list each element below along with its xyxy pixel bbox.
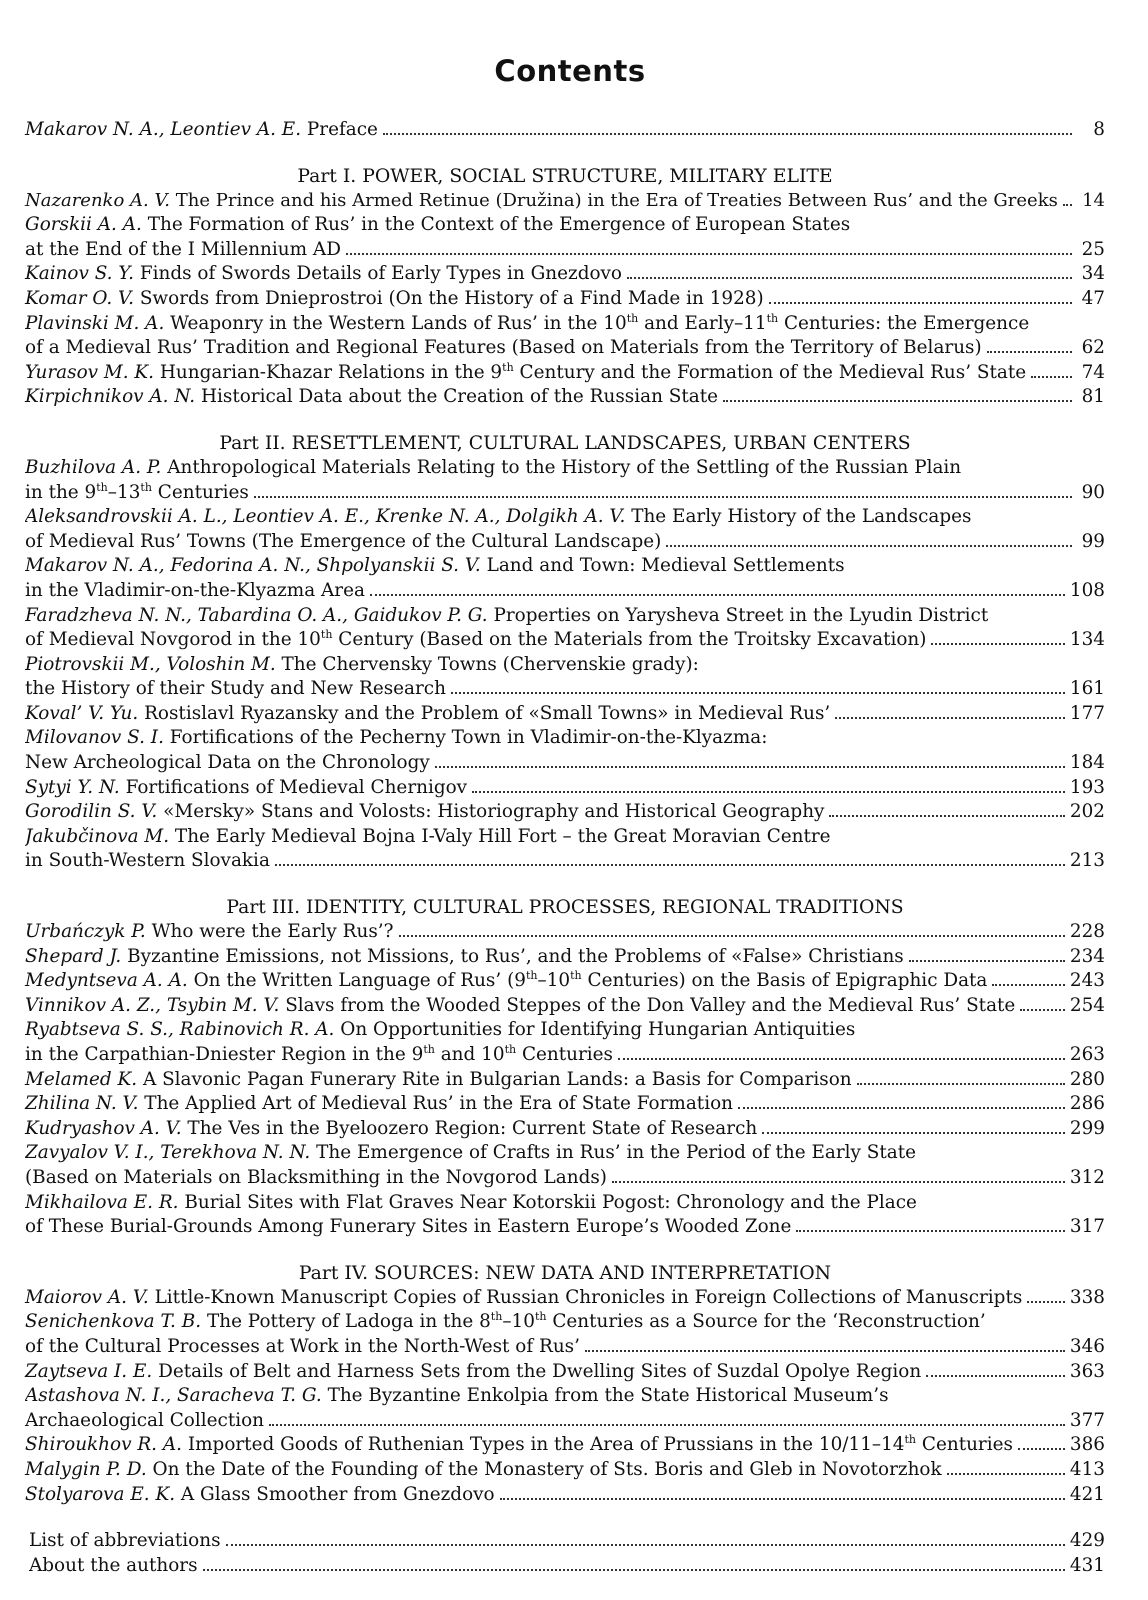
entry-authors: Astashova N. I., Saracheva T. G. xyxy=(25,1385,322,1407)
entry-text xyxy=(25,555,845,576)
entry-title: Preface xyxy=(301,119,378,140)
toc-entry[interactable] xyxy=(25,1286,1105,1311)
toc-entry[interactable] xyxy=(25,920,1105,945)
dot-leader xyxy=(612,1177,1065,1183)
toc-entry[interactable] xyxy=(25,1117,1105,1142)
entry-authors: Mikhailova E. R. xyxy=(25,1191,179,1213)
entry-text xyxy=(25,1311,986,1332)
entry-text xyxy=(25,506,971,527)
page-title: Contents xyxy=(494,54,646,88)
page-number: 202 xyxy=(1069,801,1105,823)
entry-text xyxy=(25,1142,916,1163)
dot-leader xyxy=(829,811,1064,817)
toc-entry[interactable] xyxy=(25,776,1105,801)
entry-title: Imported Goods of Ruthenian Types in the Area of Prussians in the 10/11–14th Centuries xyxy=(182,1433,1013,1456)
page-number: 413 xyxy=(1069,1458,1105,1480)
entry-title: (Based on Materials on Blacksmithing in the Novgorod Lands) xyxy=(25,1166,607,1188)
dot-leader xyxy=(203,1565,1065,1571)
entry-title: Finds of Swords Details of Early Types in Gnezdovo xyxy=(134,263,623,285)
entry-text xyxy=(25,654,699,675)
entry-text xyxy=(25,727,767,748)
dot-leader xyxy=(618,1054,1065,1060)
entry-text xyxy=(25,826,831,847)
entry-authors: Ryabtseva S. S., Rabinovich R. A. xyxy=(25,1019,335,1041)
entry-title: The Ves in the Byeloozero Region: Current State of Research xyxy=(181,1117,758,1139)
toc-entry[interactable] xyxy=(25,312,1105,361)
dot-leader xyxy=(738,1103,1065,1109)
entry-authors: Jakubčinova M. xyxy=(25,825,170,847)
entry-title: of the Cultural Processes at Work in the North-West of Rus’ xyxy=(25,1335,580,1357)
entry-title: Little-Known Manuscript Copies of Russian Chronicles in Foreign Collections of Manuscripts xyxy=(148,1286,1023,1308)
page-number: 34 xyxy=(1081,263,1105,285)
entry-text xyxy=(25,579,365,604)
entry-authors: Senichenkova T. B. xyxy=(25,1311,202,1333)
entry-text xyxy=(25,800,824,825)
toc-entry[interactable] xyxy=(25,1092,1105,1117)
entry-title: at the End of the I Millennium AD xyxy=(25,238,341,260)
entry-title: The Byzantine Enkolpia from the State Historical Museum’s xyxy=(321,1385,889,1407)
dot-leader xyxy=(762,1128,1065,1134)
page-number: 161 xyxy=(1069,678,1105,700)
entry-authors: Maiorov A. V. xyxy=(25,1286,149,1308)
entry-title: Burial Sites with Flat Graves Near Kotorskii Pogost: Chronology and the Place xyxy=(178,1191,917,1213)
entry-title: The Chervensky Towns (Chervenskie grady): xyxy=(275,653,699,675)
entry-text xyxy=(25,1192,917,1213)
entry-authors: Stolyarova E. K. xyxy=(25,1483,176,1505)
toc-entry[interactable] xyxy=(25,385,1105,410)
entry-text xyxy=(25,994,1015,1019)
page-number: 263 xyxy=(1069,1044,1105,1065)
toc-entry[interactable] xyxy=(25,118,1105,143)
entry-text xyxy=(25,1019,855,1040)
entry-text xyxy=(25,287,764,312)
toc-entry[interactable] xyxy=(25,189,1105,214)
toc-entry[interactable] xyxy=(25,653,1105,702)
entry-text xyxy=(25,1433,1013,1458)
entry-text xyxy=(25,118,378,143)
dot-leader xyxy=(1018,1444,1065,1450)
entry-title: The Prince and his Armed Retinue (Družina) in the Era of Treaties Between Rus’ and the Greeks xyxy=(170,189,1058,211)
dot-leader xyxy=(346,249,1072,255)
page-number: 14 xyxy=(1082,189,1105,211)
part-heading: Part II. RESETTLEMENT, CULTURAL LANDSCAPES, URBAN CENTERS xyxy=(219,432,911,454)
entry-title: in the Carpathian-Dniester Region in the 9th and 10th Centuries xyxy=(25,1042,613,1065)
entry-text xyxy=(25,1458,942,1483)
page-number: 421 xyxy=(1069,1483,1105,1505)
entry-authors: Koval’ V. Yu. xyxy=(25,702,139,724)
toc-entry[interactable] xyxy=(25,262,1105,287)
entry-authors: Sytyi Y. N. xyxy=(25,776,120,798)
entry-authors: Kirpichnikov A. N. xyxy=(25,386,196,408)
dot-leader xyxy=(500,1494,1065,1500)
entry-title: New Archeological Data on the Chronology xyxy=(25,752,430,774)
page-number: 429 xyxy=(1069,1530,1105,1552)
entry-authors: Makarov N. A., Fedorina A. N., Shpolyanskii S. V. xyxy=(25,555,481,577)
entry-authors: Gorodilin S. V. xyxy=(25,801,158,823)
page-number: 62 xyxy=(1081,337,1105,359)
entry-title: Anthropological Materials Relating to the History of the Settling of the Russian Plain xyxy=(161,456,962,478)
toc-entry[interactable] xyxy=(25,1191,1105,1240)
entry-authors: Urbańczyk P. xyxy=(25,921,146,943)
entry-title: The Applied Art of Medieval Rus’ in the Era of State Formation xyxy=(138,1093,733,1115)
entry-title: Historical Data about the Creation of the Russian State xyxy=(195,386,718,408)
toc-entry[interactable] xyxy=(25,1529,1105,1554)
entry-title: Rostislavl Ryazansky and the Problem of «Small Towns» in Medieval Rus’ xyxy=(138,702,831,724)
dot-leader xyxy=(451,688,1065,694)
page-number: 99 xyxy=(1081,530,1105,552)
entry-text xyxy=(25,214,850,235)
dot-leader xyxy=(1020,1005,1065,1011)
toc-entry[interactable] xyxy=(25,1458,1105,1483)
dot-leader xyxy=(857,1079,1065,1085)
entry-title: Archaeological Collection xyxy=(25,1409,265,1431)
entry-title: Who were the Early Rus’? xyxy=(145,921,394,943)
entry-authors: Plavinski M. A. xyxy=(25,312,165,334)
page-number: 47 xyxy=(1081,287,1105,309)
toc-entry[interactable] xyxy=(25,702,1105,727)
entry-authors: Zhilina N. V. xyxy=(25,1093,139,1115)
entry-title: The Early Medieval Bojna I-Valy Hill Fort – the Great Moravian Centre xyxy=(169,825,831,847)
entry-title: of Medieval Rus’ Towns (The Emergence of the Cultural Landscape) xyxy=(25,530,662,552)
entry-title: The Emergence of Crafts in Rus’ in the Period of the Early State xyxy=(310,1142,916,1164)
toc-entry[interactable] xyxy=(25,505,1105,554)
part-heading: Part I. POWER, SOCIAL STRUCTURE, MILITARY ELITE xyxy=(297,165,833,187)
page-number: 254 xyxy=(1069,994,1105,1016)
entry-text xyxy=(29,1554,198,1579)
dot-leader xyxy=(1063,200,1072,206)
page-number: 74 xyxy=(1081,361,1105,383)
part-heading: Part IV. SOURCES: NEW DATA AND INTERPRETATION xyxy=(298,1262,832,1284)
entry-title: Properties on Yarysheva Street in the Lyudin District xyxy=(487,604,989,626)
entry-authors: Buzhilova A. P. xyxy=(25,456,162,478)
page-number: 299 xyxy=(1069,1117,1105,1139)
entry-text xyxy=(25,1166,607,1191)
entry-text xyxy=(25,1286,1022,1311)
entry-text xyxy=(25,1117,757,1142)
page-number: 213 xyxy=(1069,850,1105,872)
page-number: 25 xyxy=(1081,238,1105,260)
entry-text xyxy=(25,481,249,506)
toc-entry[interactable] xyxy=(25,554,1105,603)
entry-authors: Aleksandrovskii A. L., Leontiev A. E., Krenke N. A., Dolgikh A. V. xyxy=(25,506,626,528)
entry-text xyxy=(25,776,467,801)
entry-authors: Vinnikov A. Z., Tsybin M. V. xyxy=(25,994,280,1016)
entry-title: Swords from Dnieprostroi (On the History of a Find Made in 1928) xyxy=(133,287,764,309)
entry-title: On Opportunities for Identifying Hungarian Antiquities xyxy=(334,1019,856,1041)
entry-title: Hungarian-Khazar Relations in the 9th Century and the Formation of the Medieval Rus’ State xyxy=(154,360,1027,383)
page-number: 377 xyxy=(1069,1409,1105,1431)
page-number: 228 xyxy=(1069,921,1105,943)
toc-entry[interactable] xyxy=(25,604,1105,653)
entry-text xyxy=(25,189,1058,214)
entry-text xyxy=(25,238,341,263)
entry-text xyxy=(25,849,270,874)
page-number: 234 xyxy=(1069,945,1105,967)
entry-title: A Slavonic Pagan Funerary Rite in Bulgarian Lands: a Basis for Comparison xyxy=(137,1068,852,1090)
part-heading: Part III. IDENTITY, CULTURAL PROCESSES, REGIONAL TRADITIONS xyxy=(226,897,904,919)
toc-entry[interactable] xyxy=(25,726,1105,775)
toc-entry[interactable] xyxy=(25,1384,1105,1433)
entry-authors: Kainov S. Y. xyxy=(25,263,134,285)
dot-leader xyxy=(931,639,1064,645)
toc-entry[interactable] xyxy=(25,1018,1105,1067)
entry-text xyxy=(25,1043,613,1068)
entry-authors: Faradzheva N. N., Tabardina O. A., Gaidukov P. G. xyxy=(25,604,488,626)
entry-authors: Makarov N. A., Leontiev A. E. xyxy=(25,119,302,140)
page-number: 193 xyxy=(1069,776,1105,798)
entry-title: A Glass Smoother from Gnezdovo xyxy=(175,1483,495,1505)
entry-text xyxy=(25,751,430,776)
toc-entry[interactable] xyxy=(25,1360,1105,1385)
dot-leader xyxy=(987,347,1072,353)
page-number: 280 xyxy=(1069,1068,1105,1090)
entry-title: The Pottery of Ladoga in the 8th–10th Centuries as a Source for the ‘Reconstruction’ xyxy=(201,1310,986,1333)
entry-authors: Yurasov M. K. xyxy=(25,361,154,383)
dot-leader xyxy=(269,1420,1065,1426)
entry-text xyxy=(25,1483,495,1508)
dot-leader xyxy=(835,713,1065,719)
dot-leader xyxy=(947,1469,1065,1475)
entry-text xyxy=(25,1068,852,1093)
page-number: 243 xyxy=(1069,970,1105,992)
entry-text xyxy=(25,361,1026,386)
entry-title: The Early History of the Landscapes xyxy=(625,506,972,528)
dot-leader xyxy=(399,931,1065,937)
entry-authors: Melamed K. xyxy=(25,1068,138,1090)
entry-title: of These Burial-Grounds Among Funerary Sites in Eastern Europe’s Wooded Zone xyxy=(25,1216,792,1238)
entry-title: On the Date of the Founding of the Monastery of Sts. Boris and Gleb in Novotorzhok xyxy=(146,1458,942,1480)
entry-text xyxy=(25,1215,791,1240)
entry-title: List of abbreviations xyxy=(29,1530,221,1552)
entry-title: Details of Belt and Harness Sets from the Dwelling Sites of Suzdal Opolye Region xyxy=(152,1360,922,1382)
toc-entry[interactable] xyxy=(25,1310,1105,1359)
dot-leader xyxy=(275,860,1065,866)
entry-title: Slavs from the Wooded Steppes of the Don Valley and the Medieval Rus’ State xyxy=(279,994,1016,1016)
entry-text xyxy=(25,313,1029,334)
entry-title: Fortifications of the Pecherny Town in Vladimir-on-the-Klyazma: xyxy=(163,727,768,749)
entry-text xyxy=(25,945,904,970)
page-number: 8 xyxy=(1093,119,1105,140)
entry-text xyxy=(25,628,926,653)
entry-title: Land and Town: Medieval Settlements xyxy=(480,555,845,577)
toc-entry[interactable] xyxy=(25,945,1105,970)
entry-text xyxy=(25,969,987,994)
toc-entry[interactable] xyxy=(25,969,1105,994)
toc-entry[interactable] xyxy=(25,1433,1105,1458)
page-number: 431 xyxy=(1069,1554,1105,1576)
entry-title: in the 9th–13th Centuries xyxy=(25,480,249,503)
entry-authors: Zaytseva I. E. xyxy=(25,1360,153,1382)
dot-leader xyxy=(254,492,1072,498)
entry-authors: Milovanov S. I. xyxy=(25,727,164,749)
dot-leader xyxy=(472,787,1065,793)
entry-title: Fortifications of Medieval Chernigov xyxy=(119,776,468,798)
entry-title: The Formation of Rus’ in the Context of the Emergence of European States xyxy=(141,214,851,236)
table-of-contents xyxy=(25,118,1105,1578)
page-number: 177 xyxy=(1069,702,1105,724)
entry-text xyxy=(25,530,661,555)
dot-leader xyxy=(1031,372,1072,378)
dot-leader xyxy=(992,980,1064,986)
page-number: 312 xyxy=(1069,1166,1105,1188)
entry-title: in South-Western Slovakia xyxy=(25,850,270,872)
entry-authors: Komar O. V. xyxy=(25,287,134,309)
dot-leader xyxy=(585,1346,1065,1352)
toc-entry[interactable] xyxy=(25,800,1105,825)
page-number: 338 xyxy=(1069,1286,1105,1308)
entry-authors: Medyntseva A. A. xyxy=(25,970,188,992)
entry-title: About the authors xyxy=(29,1554,198,1576)
entry-text xyxy=(25,336,982,361)
entry-authors: Shepard J. xyxy=(25,945,122,967)
toc-entry[interactable] xyxy=(25,361,1105,386)
entry-text xyxy=(25,920,394,945)
entry-text xyxy=(25,702,830,727)
dot-leader xyxy=(383,129,1072,135)
toc-entry[interactable] xyxy=(25,1483,1105,1508)
page-number: 346 xyxy=(1069,1335,1105,1357)
entry-title: in the Vladimir-on-the-Klyazma Area xyxy=(25,579,365,601)
entry-title: Byzantine Emissions, not Missions, to Rus’, and the Problems of «False» Christians xyxy=(121,945,904,967)
toc-entry[interactable] xyxy=(25,1068,1105,1093)
entry-authors: Malygin P. D. xyxy=(25,1458,147,1480)
page-number: 286 xyxy=(1069,1093,1105,1115)
entry-authors: Nazarenko A. V. xyxy=(25,189,171,211)
entry-authors: Kudryashov A. V. xyxy=(25,1117,182,1139)
dot-leader xyxy=(926,1371,1065,1377)
dot-leader xyxy=(226,1540,1065,1546)
dot-leader xyxy=(627,273,1072,279)
dot-leader xyxy=(723,396,1072,402)
toc-entry[interactable] xyxy=(25,213,1105,262)
page-number: 134 xyxy=(1069,629,1105,651)
dot-leader xyxy=(909,956,1065,962)
entry-text xyxy=(25,1360,921,1385)
dot-leader xyxy=(666,541,1072,547)
entry-authors: Shiroukhov R. A. xyxy=(25,1434,182,1456)
page-number: 90 xyxy=(1081,481,1105,503)
dot-leader xyxy=(1027,1297,1065,1303)
entry-text xyxy=(29,1529,221,1554)
dot-leader xyxy=(769,298,1072,304)
entry-text xyxy=(25,677,446,702)
page-number: 81 xyxy=(1081,386,1105,408)
entry-text xyxy=(25,1385,889,1406)
entry-text xyxy=(25,385,718,410)
toc-entry[interactable] xyxy=(25,825,1105,874)
toc-entry[interactable] xyxy=(25,1141,1105,1190)
dot-leader xyxy=(435,762,1065,768)
entry-authors: Zavyalov V. I., Terekhova N. N. xyxy=(25,1142,311,1164)
entry-text xyxy=(25,457,961,478)
entry-title: On the Written Language of Rus’ (9th–10th Centuries) on the Basis of Epigraphic Data xyxy=(187,969,988,992)
entry-title: Weaponry in the Western Lands of Rus’ in the 10th and Early–11th Centuries: the Emergence xyxy=(164,311,1030,334)
entry-text xyxy=(25,1335,580,1360)
page-number: 317 xyxy=(1069,1216,1105,1238)
toc-entry[interactable] xyxy=(25,456,1105,505)
entry-title: the History of their Study and New Research xyxy=(25,678,446,700)
dot-leader xyxy=(796,1226,1064,1232)
page-number: 108 xyxy=(1069,579,1105,601)
entry-text xyxy=(25,605,988,626)
dot-leader xyxy=(370,590,1065,596)
page-number: 386 xyxy=(1069,1434,1105,1456)
entry-title: «Mersky» Stans and Volosts: Historiography and Historical Geography xyxy=(157,801,825,823)
entry-text xyxy=(25,262,622,287)
entry-text xyxy=(25,1409,264,1434)
toc-entry[interactable] xyxy=(25,994,1105,1019)
page-number: 184 xyxy=(1069,752,1105,774)
toc-entry[interactable] xyxy=(25,287,1105,312)
page-number: 363 xyxy=(1069,1360,1105,1382)
entry-title: of a Medieval Rus’ Tradition and Regional Features (Based on Materials from the Territory of Belarus) xyxy=(25,337,982,359)
toc-entry[interactable] xyxy=(25,1554,1105,1579)
entry-text xyxy=(25,1092,733,1117)
entry-title: of Medieval Novgorod in the 10th Century (Based on the Materials from the Troitsky Excavation) xyxy=(25,627,927,651)
entry-authors: Piotrovskii M., Voloshin M. xyxy=(25,653,276,675)
entry-authors: Gorskii A. A. xyxy=(25,214,142,236)
